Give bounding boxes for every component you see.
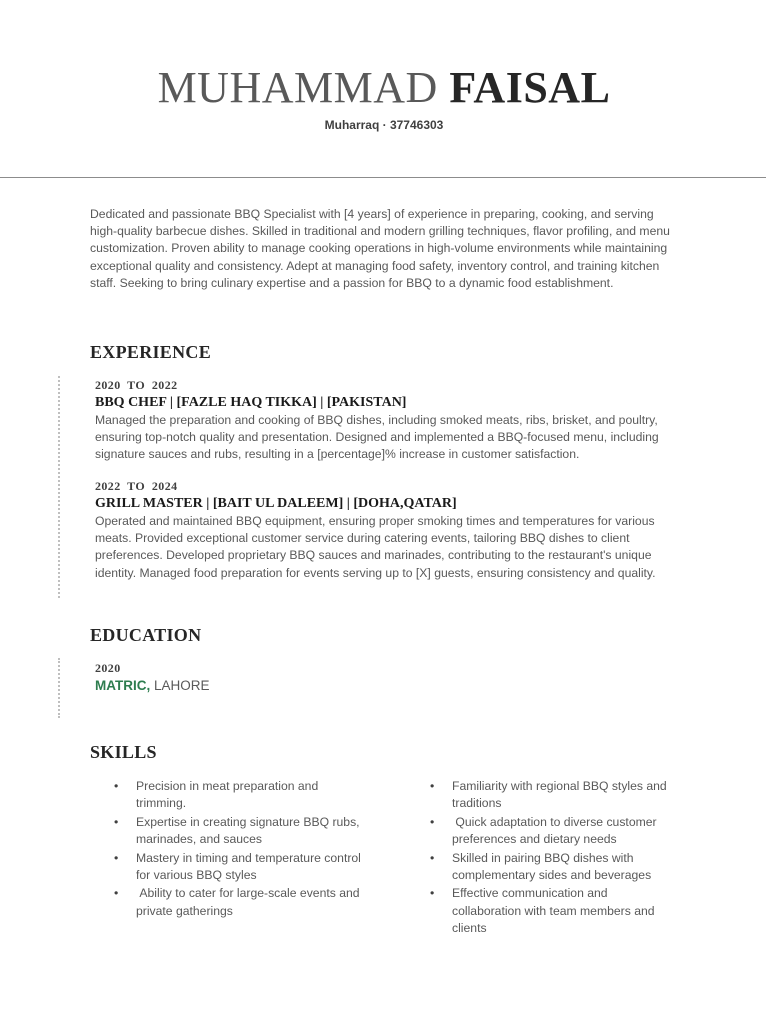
- education-timeline: [58, 658, 60, 718]
- skill-text: Mastery in timing and temperature control for various BBQ styles: [136, 850, 361, 883]
- experience-role: BBQ CHEF | [FAZLE HAQ TIKKA] | [PAKISTAN]: [95, 395, 407, 410]
- skill-item: [114, 778, 364, 813]
- experience-description: Managed the preparation and cooking of BBQ dishes, including smoked meats, ribs, brisket, and poultry, ensuring top-notch quality and presentation. Designed and implemented a BBQ-focused menu, including signature sauces and rubs, resulting in a [percentage]% increase in customer satisfaction.: [95, 413, 659, 462]
- bullet-icon: •: [114, 814, 119, 829]
- experience-dates: 2020 TO 2022: [95, 378, 178, 392]
- bullet-icon: •: [430, 779, 435, 793]
- summary-paragraph: Dedicated and passionate BBQ Specialist with [4 years] of experience in preparing, cooking, and serving high-quality barbecue dishes. Skilled in traditional and modern grilling techniques, flavor profiling, and menu customization. Proven ability to manage cooking operations in high-volume environments while maintaining exceptional quality and consistency. Adept at managing food safety, inventory control, and training kitchen staff. Seeking to bring culinary expertise and a passion for BBQ to a dynamic food establishment.: [90, 207, 670, 290]
- skill-text: Precision in meat preparation and trimming.: [136, 779, 319, 811]
- bullet-icon: •: [430, 850, 435, 865]
- bullet-icon: •: [430, 814, 435, 829]
- bullet-icon: •: [430, 886, 435, 901]
- last-name: FAISAL: [449, 63, 611, 112]
- contact-info: Muharraq · 37746303: [324, 118, 444, 132]
- skill-text: Familiarity with regional BBQ styles and traditions: [452, 779, 667, 811]
- education-entry: [95, 660, 680, 696]
- bullet-icon: •: [114, 886, 119, 901]
- education-year: 2020: [95, 661, 121, 675]
- skill-item: [114, 850, 364, 885]
- first-name: MUHAMMAD: [157, 63, 438, 112]
- experience-entry: [95, 478, 680, 582]
- education-degree-line: [95, 676, 680, 696]
- education-school: LAHORE: [150, 678, 210, 693]
- experience-entry: [95, 377, 680, 464]
- skill-item: [430, 850, 680, 885]
- skill-text: Quick adaptation to diverse customer preferences and dietary needs: [452, 814, 660, 847]
- skill-item: [114, 814, 364, 849]
- skill-text: Expertise in creating signature BBQ rubs, marinades, and sauces: [136, 814, 360, 847]
- bullet-icon: •: [114, 850, 119, 865]
- skill-item: [430, 885, 680, 937]
- skills-list-right: [430, 778, 680, 939]
- skill-item: [114, 885, 364, 920]
- experience-role: GRILL MASTER | [BAIT UL DALEEM] | [DOHA,QATAR]: [95, 496, 457, 511]
- skill-text: Effective communication and collaboration with team members and clients: [452, 886, 655, 936]
- skill-text: Skilled in pairing BBQ dishes with complementary sides and beverages: [452, 850, 652, 883]
- skills-list-left: [114, 778, 364, 921]
- experience-dates: 2022 TO 2024: [95, 479, 178, 493]
- header-divider: [0, 177, 766, 178]
- experience-timeline: [58, 376, 60, 598]
- skill-text: Ability to cater for large-scale events and private gatherings: [136, 886, 363, 918]
- experience-heading: EXPERIENCE: [90, 342, 212, 362]
- candidate-name: [0, 62, 768, 114]
- skill-item: [430, 778, 680, 813]
- bullet-icon: •: [114, 779, 119, 793]
- resume-header: [0, 62, 768, 132]
- education-degree: MATRIC,: [95, 678, 151, 693]
- skills-heading: SKILLS: [90, 742, 157, 762]
- education-heading: EDUCATION: [90, 625, 202, 645]
- skill-item: [430, 814, 680, 849]
- experience-description: Operated and maintained BBQ equipment, ensuring proper smoking times and temperatures for various meats. Provided exceptional customer service during catering events, tailoring BBQ dishes to client preferences. Developed proprietary BBQ sauces and marinades, contributing to the restaurant's unique identity. Managed food preparation for events serving up to [X] guests, ensuring consistency and quality.: [95, 514, 656, 580]
